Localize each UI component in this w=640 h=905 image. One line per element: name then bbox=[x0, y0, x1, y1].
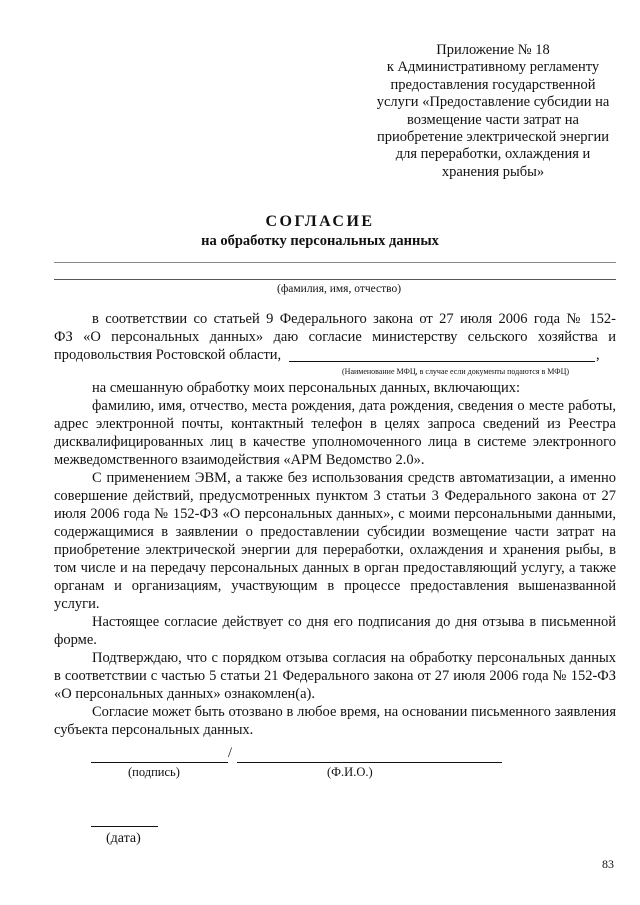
intro-paragraph bbox=[54, 310, 616, 328]
signature-label: (подпись) bbox=[128, 765, 180, 779]
appendix-line: хранения рыбы» bbox=[441, 163, 545, 180]
appendix-line: для переработки, охлаждения и bbox=[395, 146, 591, 163]
date-blank-line[interactable] bbox=[91, 826, 158, 827]
document-body bbox=[54, 310, 616, 739]
signature-blank-line[interactable] bbox=[91, 762, 228, 763]
paragraph-3: С применением ЭВМ, а также без использования средств автоматизации, а именно совершение действий, предусмотренных пунктом 3 статьи 3 Федерального закона от 27 июля 2006 года № 152-ФЗ «О персональных данных», с моими персональными данными, содержащимися в заявлении о предоставлении субсидии возмещение части затрат на приобретение электрической энергии для переработки, охлаждения и хранения рыбы, в том числе и на передачу персональных данных в орган предоставляющий услугу, а также органам и организациям, участвующим в процессе предоставления вышеназванной услуги. bbox=[54, 470, 616, 612]
paragraph-6: Согласие может быть отозвано в любое время, на основании письменного заявления субъекта персональных данных. bbox=[54, 704, 616, 738]
paragraph-5: Подтверждаю, что с порядком отзыва согласия на обработку персональных данных в соответствии с частью 5 статьи 21 Федерального закона от 27 июля 2006 года № 152-ФЗ «О персональных данных» ознакомлен(а). bbox=[54, 650, 616, 702]
intro-line-2: ФЗ «О персональных данных» даю согласие министерству сельского хозяйства и bbox=[54, 329, 616, 345]
mfc-blank-line[interactable] bbox=[289, 361, 595, 362]
appendix-line: Приложение № 18 bbox=[436, 42, 550, 58]
name-blank-line[interactable] bbox=[237, 762, 502, 763]
document-title: СОГЛАСИЕ bbox=[265, 213, 375, 230]
paragraph-1: на смешанную обработку моих персональных данных, включающих: bbox=[92, 380, 520, 396]
page-number: 83 bbox=[602, 857, 614, 871]
fio-blank-line-1[interactable] bbox=[54, 262, 616, 263]
appendix-line: приобретение электрической энергии bbox=[376, 129, 610, 146]
fio-blank-line-2[interactable] bbox=[54, 279, 616, 280]
intro-line-3-tail: , bbox=[596, 347, 600, 363]
paragraph-4: Настоящее согласие действует со дня его подписания до дня отзыва в письменной форме. bbox=[54, 614, 616, 648]
intro-line-3-text: продовольствия Ростовской области, bbox=[54, 347, 282, 363]
date-label: (дата) bbox=[106, 831, 141, 846]
intro-line-3 bbox=[54, 346, 616, 376]
document-subtitle: на обработку персональных данных bbox=[201, 233, 439, 249]
mfc-caption: (Наименование МФЦ, в случае если документы подаются в МФЦ) bbox=[342, 367, 570, 376]
appendix-line: услуги «Предоставление субсидии на bbox=[376, 94, 610, 111]
intro-line-1: в соответствии со статьей 9 Федерального закона от 27 июля 2006 года № 152- bbox=[92, 311, 616, 327]
name-label: (Ф.И.О.) bbox=[327, 765, 373, 779]
signature-slash: / bbox=[228, 745, 233, 761]
appendix-header bbox=[355, 42, 631, 181]
appendix-line: к Административному регламенту bbox=[386, 59, 600, 76]
fio-caption: (фамилия, имя, отчество) bbox=[277, 283, 402, 295]
appendix-line: возмещение части затрат на bbox=[407, 111, 579, 128]
appendix-line: предоставления государственной bbox=[390, 76, 596, 93]
paragraph-2: фамилию, имя, отчество, места рождения, дата рождения, сведения о месте работы, адрес электронной почты, контактный телефон в целях запроса сведений из Реестра дисквалифицированных лиц в качестве уполномоченного лица в системе электронного межведомственного взаимодействия «АРМ Ведомство 2.0». bbox=[54, 398, 616, 468]
